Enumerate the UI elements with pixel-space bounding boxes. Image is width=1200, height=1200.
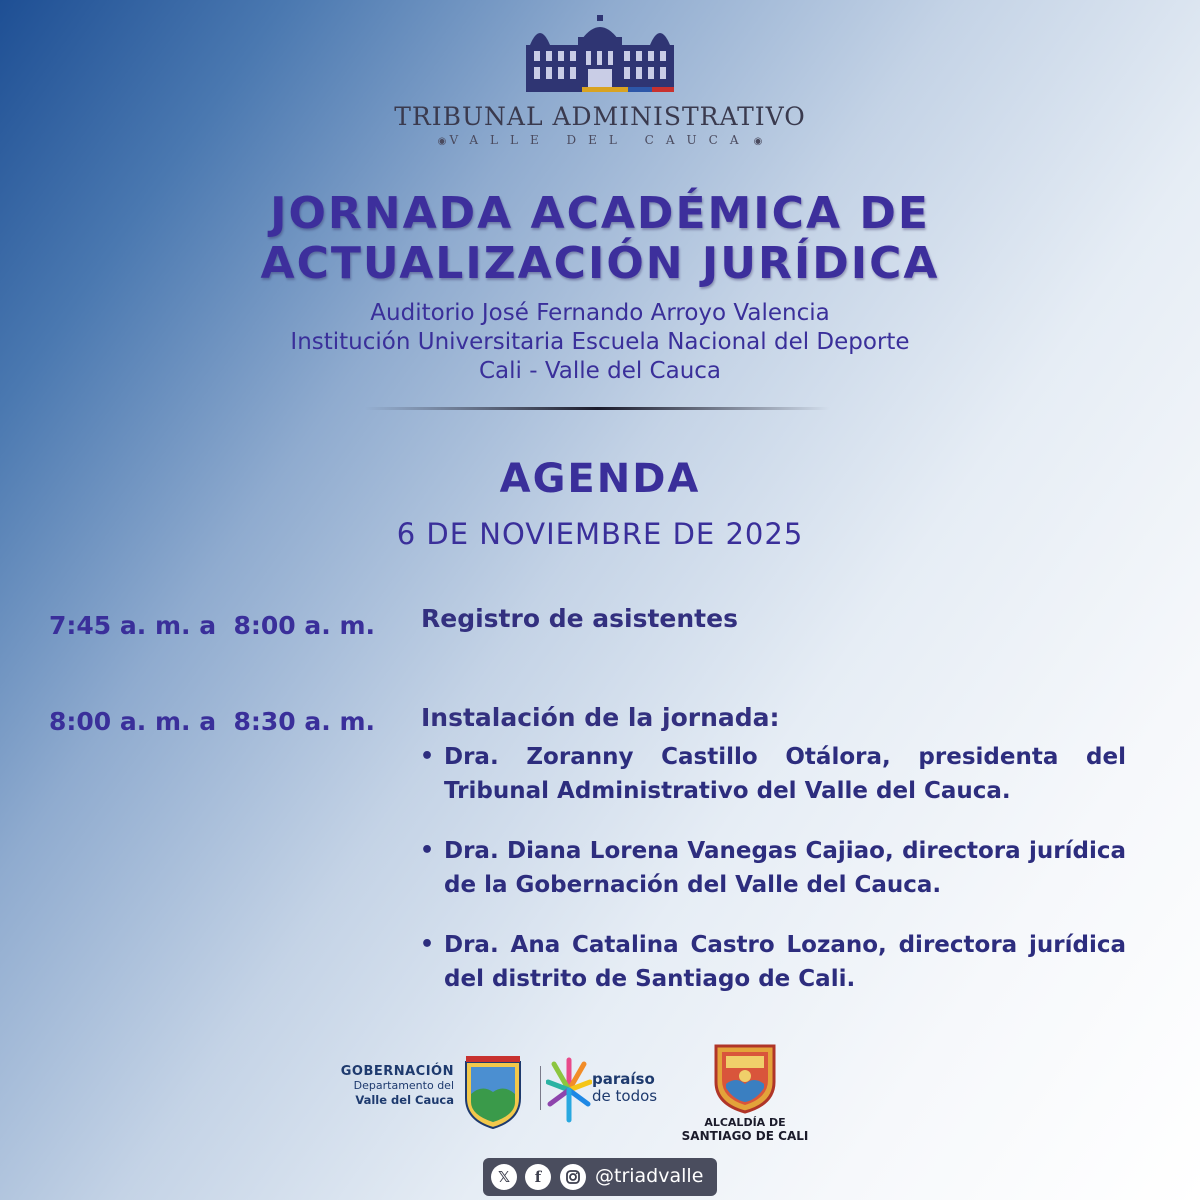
event-title-line1: JORNADA ACADÉMICA DE bbox=[270, 188, 930, 239]
alcaldia-line1: ALCALDÍA DE bbox=[704, 1116, 786, 1129]
paraiso-logo-text bbox=[592, 1071, 657, 1105]
social-handle[interactable]: @triadvalle bbox=[595, 1165, 704, 1187]
agenda-time-1: 7:45 a. m. a 8:00 a. m. bbox=[49, 611, 375, 640]
agenda-time-2: 8:00 a. m. a 8:30 a. m. bbox=[49, 707, 375, 736]
agenda-heading: AGENDA bbox=[499, 456, 701, 502]
speaker-list bbox=[418, 740, 1126, 1022]
bullet-icon: • bbox=[420, 838, 435, 863]
instagram-glyph-icon bbox=[560, 1164, 586, 1190]
gobernacion-line2: Departamento del bbox=[353, 1079, 454, 1092]
list-item bbox=[418, 834, 1126, 902]
gobernacion-logo-text bbox=[336, 1064, 454, 1107]
facebook-icon[interactable]: f bbox=[525, 1164, 551, 1190]
speaker-1: Dra. Zoranny Castillo Otálora, presidenta del Tribunal Administrativo del Valle del Cauca. bbox=[444, 744, 1126, 804]
alcaldia-line2: SANTIAGO DE CALI bbox=[681, 1129, 809, 1143]
paraiso-burst-icon bbox=[546, 1054, 592, 1126]
courthouse-icon bbox=[520, 15, 680, 97]
instagram-icon[interactable] bbox=[560, 1164, 586, 1190]
venue-line3: Cali - Valle del Cauca bbox=[478, 358, 722, 384]
logo-separator bbox=[540, 1066, 541, 1110]
agenda-item-title-1: Registro de asistentes bbox=[421, 604, 738, 633]
cali-coat-of-arms-icon bbox=[712, 1042, 778, 1114]
valle-shield-icon bbox=[462, 1054, 524, 1130]
bullet-icon: • bbox=[420, 744, 435, 769]
ornament-right-icon: ◉ bbox=[750, 136, 763, 147]
list-item bbox=[418, 928, 1126, 996]
speaker-3: Dra. Ana Catalina Castro Lozano, directora jurídica del distrito de Santiago de Cali. bbox=[444, 932, 1126, 992]
divider bbox=[365, 407, 830, 410]
paraiso-line2: de todos bbox=[592, 1087, 658, 1105]
alcaldia-logo-text bbox=[660, 1116, 830, 1143]
tribunal-subtitle-text: VALLE DEL CAUCA bbox=[449, 133, 751, 147]
tribunal-subtitle bbox=[0, 133, 1200, 147]
social-bar bbox=[483, 1158, 717, 1196]
x-icon[interactable]: 𝕏 bbox=[491, 1164, 517, 1190]
gobernacion-line3: Valle del Cauca bbox=[355, 1093, 454, 1107]
venue-line1: Auditorio José Fernando Arroyo Valencia bbox=[370, 300, 830, 326]
venue-line2: Institución Universitaria Escuela Nacional del Deporte bbox=[290, 329, 910, 355]
agenda-date: 6 DE NOVIEMBRE DE 2025 bbox=[396, 517, 804, 551]
bullet-icon: • bbox=[420, 932, 435, 957]
tribunal-name: TRIBUNAL ADMINISTRATIVO bbox=[394, 102, 806, 131]
tribunal-logo bbox=[0, 15, 1200, 147]
gobernacion-title: GOBERNACIÓN bbox=[340, 1064, 454, 1079]
speaker-2: Dra. Diana Lorena Vanegas Cajiao, directora jurídica de la Gobernación del Valle del Cauca. bbox=[444, 838, 1126, 898]
event-title-line2: ACTUALIZACIÓN JURÍDICA bbox=[260, 238, 940, 289]
ornament-left-icon: ◉ bbox=[437, 136, 450, 147]
paraiso-line1: paraíso bbox=[592, 1070, 655, 1088]
list-item bbox=[418, 740, 1126, 808]
agenda-item-title-2: Instalación de la jornada: bbox=[421, 703, 780, 732]
